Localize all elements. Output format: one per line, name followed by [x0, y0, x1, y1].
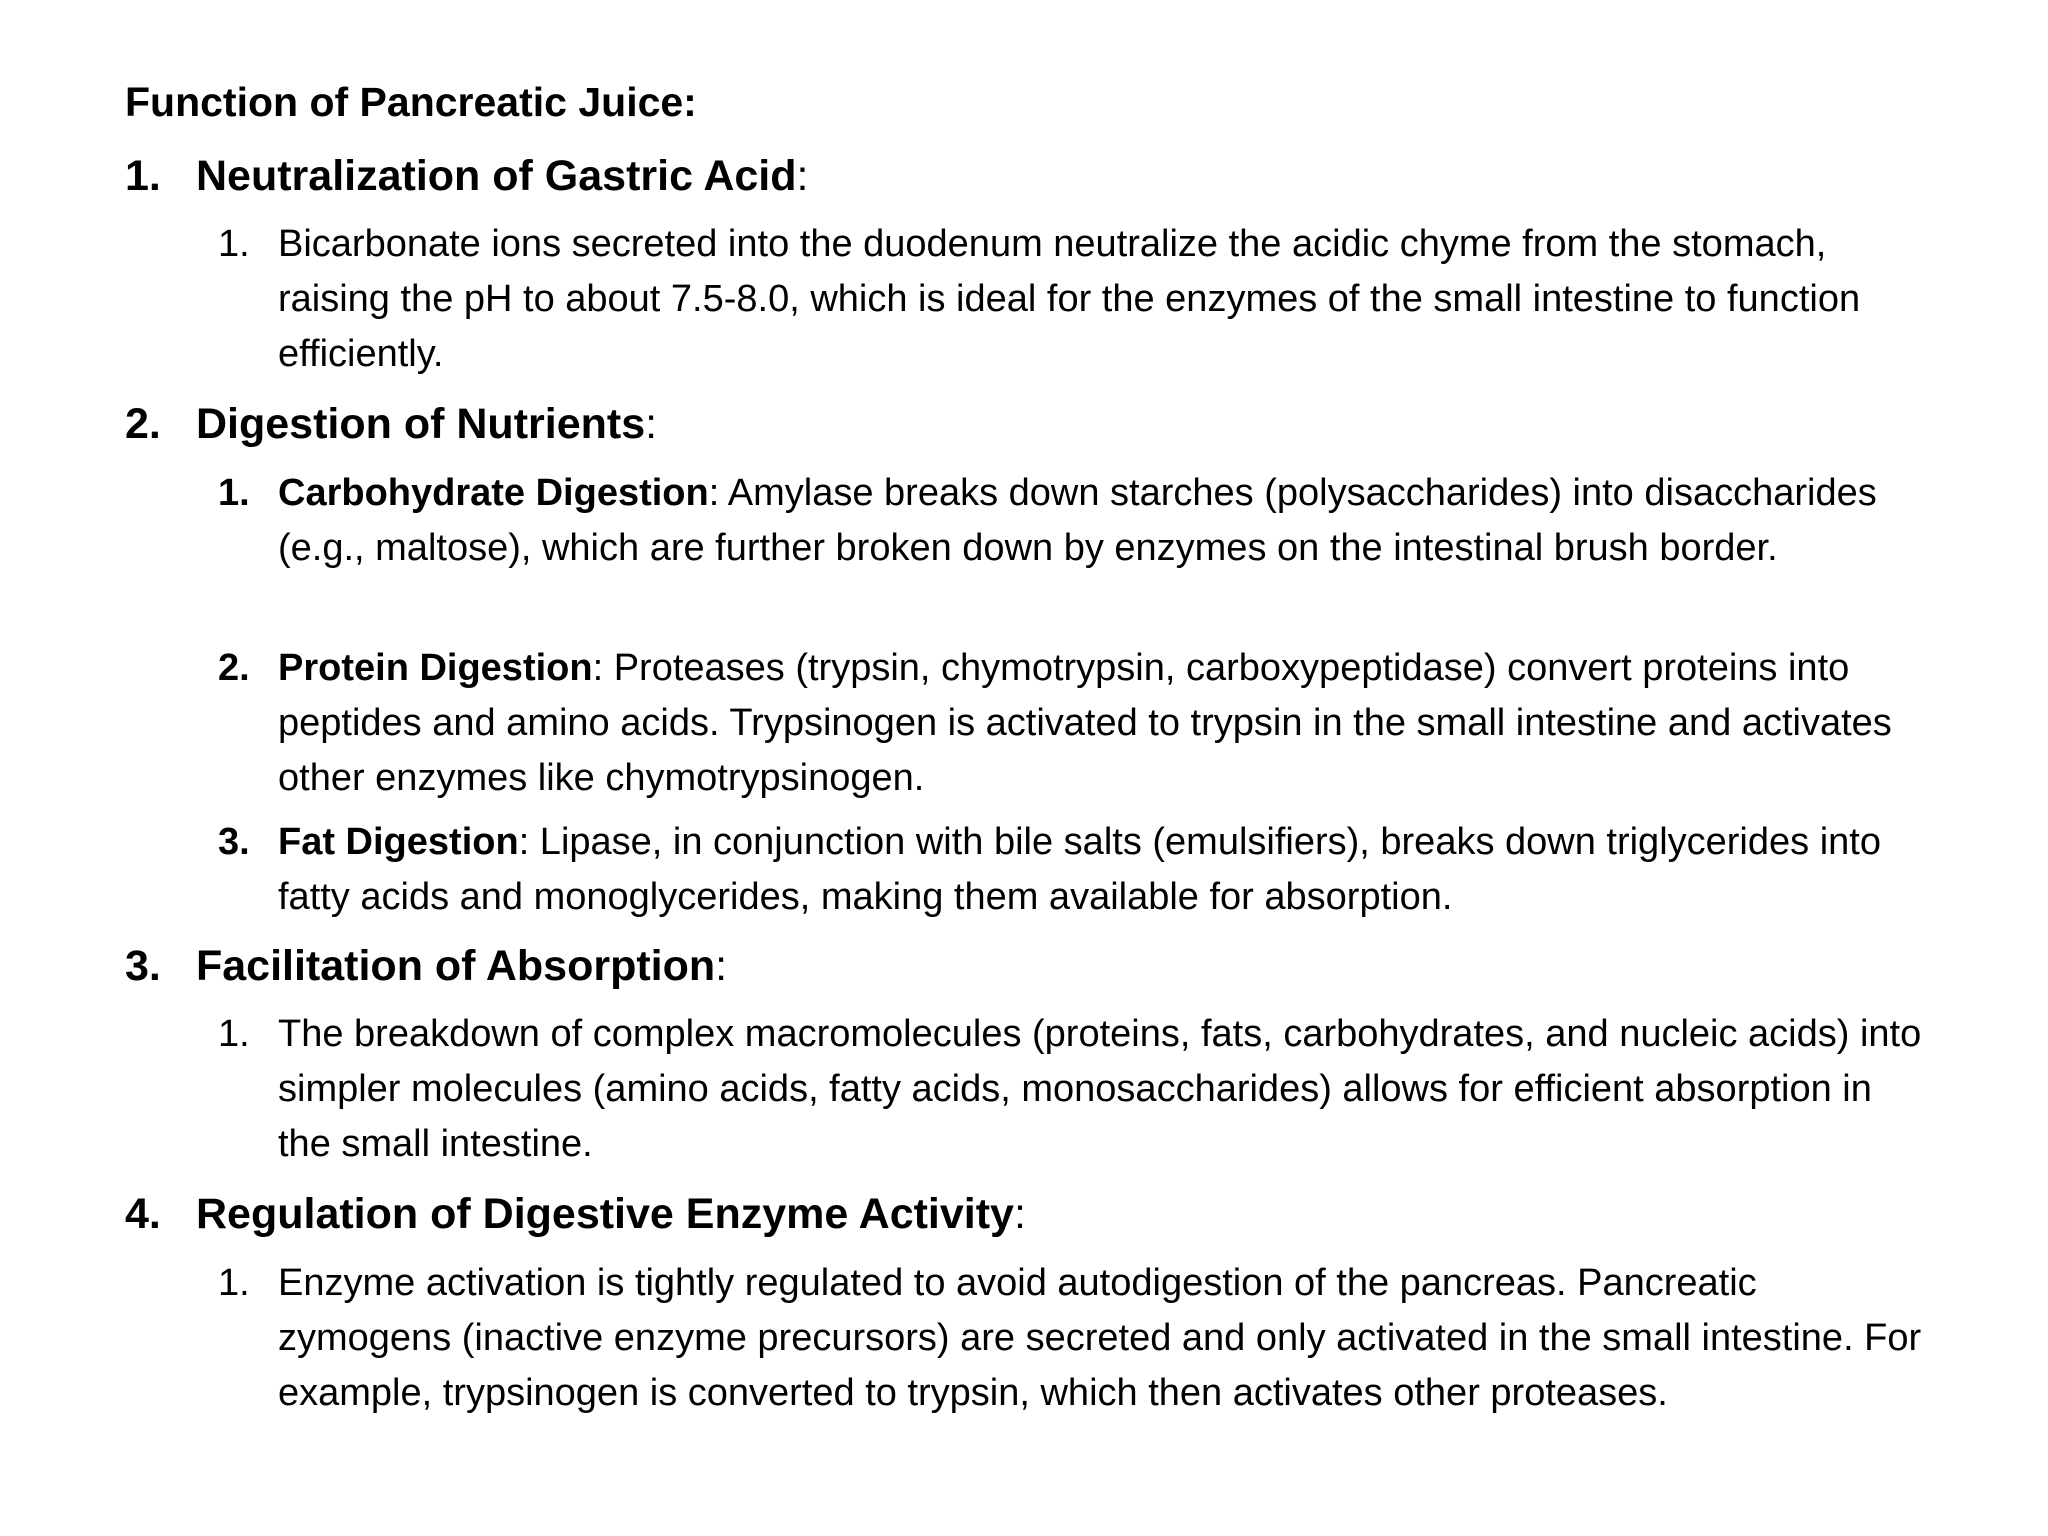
item-body — [278, 466, 1928, 576]
item-term: Protein Digestion — [278, 647, 593, 689]
item-number: 2. — [218, 647, 250, 689]
item-body — [278, 641, 1928, 806]
section-title-label: Regulation of Digestive Enzyme Activity — [196, 1190, 1014, 1238]
item-term: Fat Digestion — [278, 821, 519, 863]
section-title-suffix: : — [796, 152, 809, 200]
item-body: Enzyme activation is tightly regulated to avoid autodigestion of the pancreas. Pancreatic zymogens (inactive enzyme precursors) are secreted and only activated in the small intestine. For example, trypsinogen is converted to trypsin, which then activates other proteases. — [278, 1262, 1922, 1414]
section-title-suffix: : — [645, 400, 658, 448]
section-number: 2. — [125, 400, 161, 448]
item-text: Amylase breaks down starches (polysaccharides) into disaccharides (e.g., maltose), which are further broken down by enzymes on the intestinal brush border. — [278, 472, 1877, 569]
item-number: 3. — [218, 821, 250, 863]
section-title-suffix: : — [1013, 1190, 1026, 1238]
page-heading: Function of Pancreatic Juice: — [125, 79, 697, 125]
item-number: 1. — [218, 223, 250, 265]
item-body — [278, 815, 1928, 925]
item-number: 1. — [218, 1013, 250, 1055]
item-body: Bicarbonate ions secreted into the duodenum neutralize the acidic chyme from the stomach, raising the pH to about 7.5-8.0, which is ideal for the enzymes of the small intestine to function efficiently. — [278, 223, 1861, 375]
item-text: Lipase, in conjunction with bile salts (emulsifiers), breaks down triglycerides into fatty acids and monoglycerides, making them available for absorption. — [278, 821, 1881, 918]
section-number: 3. — [125, 942, 161, 990]
item-text: Proteases (trypsin, chymotrypsin, carboxypeptidase) convert proteins into peptides and amino acids. Trypsinogen is activated to trypsin in the small intestine and activates other enzymes like chymotrypsinogen. — [278, 647, 1892, 799]
item-number: 1. — [218, 1262, 250, 1304]
section-title-text — [196, 396, 657, 452]
section-number: 4. — [125, 1190, 161, 1238]
item-term-suffix: : — [518, 821, 530, 863]
section-title-suffix: : — [715, 942, 728, 990]
item-term: Carbohydrate Digestion — [278, 472, 709, 514]
section-number: 1. — [125, 152, 161, 200]
section-title-text — [196, 1186, 1026, 1242]
section-title-label: Facilitation of Absorption — [196, 942, 716, 990]
item-number: 1. — [218, 472, 250, 514]
section-title-text — [196, 148, 808, 204]
section-title-label: Neutralization of Gastric Acid — [196, 152, 797, 200]
item-term-suffix: : — [592, 647, 604, 689]
section-title-text — [196, 938, 727, 994]
item-term-suffix: : — [708, 472, 720, 514]
item-body: The breakdown of complex macromolecules (proteins, fats, carbohydrates, and nucleic acids) into simpler molecules (amino acids, fatty acids, monosaccharides) allows for efficient absorption in the small intestine. — [278, 1013, 1922, 1165]
section-title-label: Digestion of Nutrients — [196, 400, 646, 448]
